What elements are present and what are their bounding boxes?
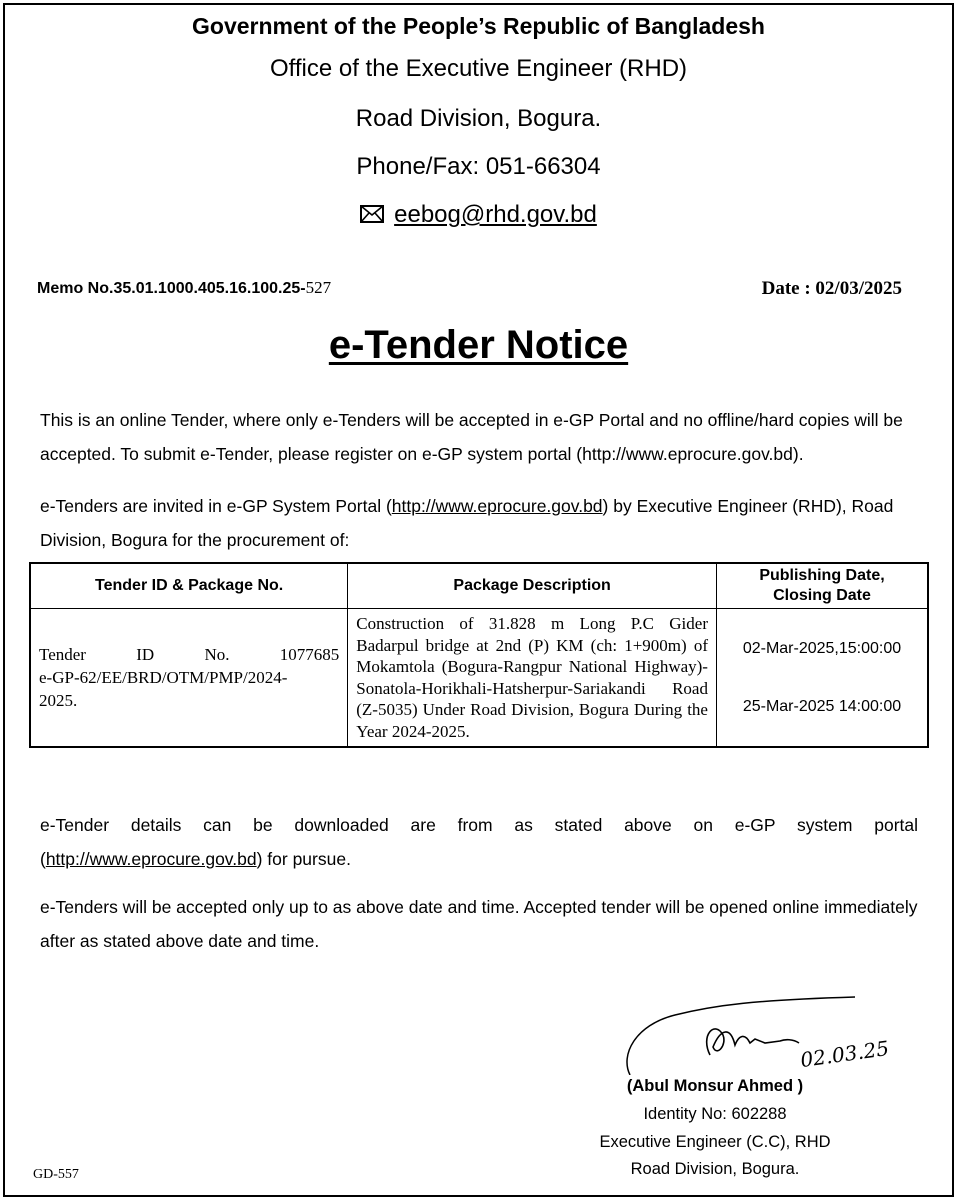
eprocure-link-2[interactable]: http://www.eprocure.gov.bd <box>45 849 257 869</box>
envelope-icon <box>360 205 384 223</box>
header-dates <box>716 563 928 609</box>
email-link[interactable]: eebog@rhd.gov.bd <box>394 201 597 228</box>
office-heading: Office of the Executive Engineer (RHD) <box>269 55 688 82</box>
header-tender-id: Tender ID & Package No. <box>30 563 348 609</box>
memo-serial: 527 <box>305 278 332 297</box>
details-text-1: e-Tender details can be downloaded are from as stated above on e-GP system portal ( <box>40 815 918 869</box>
closing-date: 25-Mar-2025 14:00:00 <box>742 697 902 715</box>
memo-number <box>37 278 331 298</box>
memo-label: Memo No.35.01.1000.405.16.100.25- <box>37 280 306 297</box>
package-description-cell: Construction of 31.828 m Long P.C Gider Badarpul bridge at 2nd (P) KM (ch: 1+900m) of Mokamtola (Bogura-Rangpur National Highway)-Sonatola-Horikhali-Hatsherpur-Sariakandi Road (Z-5035) Under Road Division, Bogura During the Year 2024-2025. <box>348 609 717 748</box>
notice-title <box>5 323 952 368</box>
signatory-name: (Abul Monsur Ahmed ) <box>626 1077 804 1095</box>
identity-number: Identity No: 602288 <box>643 1105 787 1123</box>
no-word: No. <box>204 645 230 664</box>
id-word: ID <box>136 645 155 664</box>
table-row <box>30 609 928 748</box>
header-dates-line2: Closing Date <box>773 587 871 604</box>
signature-date: 02.03.25 <box>798 1035 891 1073</box>
dates-cell <box>716 609 928 748</box>
header-package-description: Package Description <box>348 563 717 609</box>
package-number: e-GP-62/EE/BRD/OTM/PMP/2024-2025. <box>39 668 288 710</box>
table-header-row <box>30 563 928 609</box>
office-location: Road Division, Bogura. <box>630 1160 800 1178</box>
phone-fax: Phone/Fax: 051-66304 <box>356 153 601 180</box>
notice-date: Date : 02/03/2025 <box>761 278 902 299</box>
invite-text-2: ) by Executive Engineer (RHD), Road Division, Bogura for the procurement of: <box>40 496 894 550</box>
details-text-2: ) for pursue. <box>256 849 351 869</box>
footer-code: GD-557 <box>33 1167 79 1182</box>
invitation-paragraph <box>40 489 918 557</box>
invite-text-1: e-Tenders are invited in e-GP System Portal ( <box>40 496 392 516</box>
intro-paragraph: This is an online Tender, where only e-Tenders will be accepted in e-GP Portal and no offline/hard copies will be accepted. To submit e-Tender, please register on e-GP system portal (http://www.eprocure.gov.bd). <box>40 410 903 464</box>
notice-title-text: e-Tender Notice <box>328 323 629 367</box>
tender-id-line <box>39 643 339 666</box>
division-heading: Road Division, Bogura. <box>355 105 602 132</box>
email-line <box>5 201 952 229</box>
details-paragraph <box>40 808 918 876</box>
acceptance-paragraph: e-Tenders will be accepted only up to as above date and time. Accepted tender will be opened online immediately after as stated above date and time. <box>40 897 918 951</box>
publishing-date: 02-Mar-2025,15:00:00 <box>742 639 902 657</box>
eprocure-link[interactable]: http://www.eprocure.gov.bd <box>391 496 603 516</box>
tender-word: Tender <box>39 645 86 664</box>
header-dates-line1: Publishing Date, <box>759 567 885 584</box>
tender-table <box>29 562 929 748</box>
handwritten-signature <box>605 995 905 1075</box>
government-heading: Government of the People’s Republic of Bangladesh <box>192 13 765 39</box>
tender-id-cell <box>30 609 348 748</box>
designation: Executive Engineer (C.C), RHD <box>599 1133 831 1151</box>
tender-id-number: 1077685 <box>279 645 340 664</box>
notice-page <box>3 3 954 1197</box>
